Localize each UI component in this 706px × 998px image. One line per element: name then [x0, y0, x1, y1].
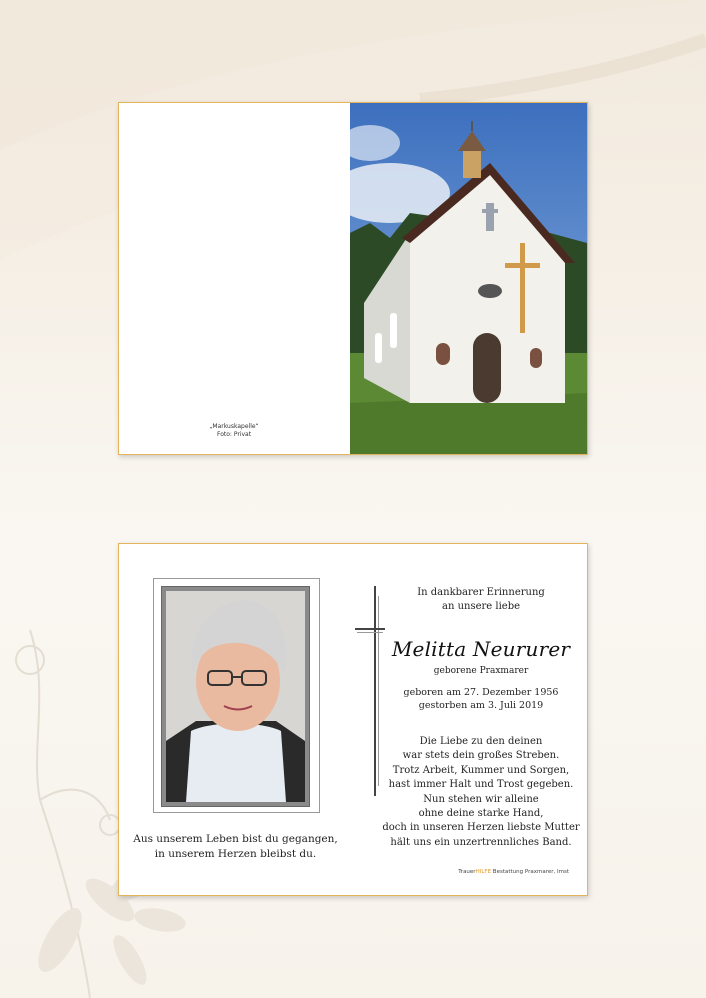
card-front — [118, 102, 588, 455]
poem-line: war stets dein großes Streben. — [402, 750, 560, 762]
death-date: gestorben am 3. Juli 2019 — [418, 700, 544, 711]
life-dates — [381, 686, 581, 712]
funeral-home-credit — [419, 869, 569, 875]
caption-title: „Markuskapelle“ — [209, 423, 259, 430]
quote-line: Aus unserem Leben bist du gegangen, — [133, 833, 338, 845]
poem-line: hält uns ein unzertrennliches Band. — [390, 836, 572, 848]
card-inside — [118, 543, 588, 896]
birth-date: geboren am 27. Dezember 1956 — [403, 687, 559, 698]
poem-line: Die Liebe zu den deinen — [419, 736, 543, 747]
deceased-name: Melitta Neururer — [391, 637, 571, 661]
poem-line: Nun stehen wir alleine — [423, 793, 539, 805]
chapel-photo — [350, 103, 587, 454]
quote-line: in unserem Herzen bleibst du. — [154, 848, 317, 860]
poem-line: doch in unseren Herzen liebste Mutter — [382, 822, 580, 834]
intro-line: In dankbarer Erinnerung — [417, 587, 545, 598]
portrait-photo — [161, 586, 310, 807]
farewell-quote — [133, 832, 338, 862]
intro-line: an unsere liebe — [441, 601, 521, 612]
footer-prefix: Trauer — [458, 869, 476, 875]
poem-line: Trotz Arbeit, Kummer und Sorgen, — [392, 764, 570, 776]
footer-highlight: HILFE — [475, 869, 492, 875]
poem-line: hast immer Halt und Trost gegeben. — [388, 779, 574, 791]
poem — [381, 735, 581, 850]
footer-suffix: Bestattung Praxmarer, Imst — [491, 869, 569, 875]
poem-line: ohne deine starke Hand, — [418, 808, 544, 820]
caption-credit: Foto: Privat — [216, 431, 252, 438]
portrait-image — [166, 591, 305, 802]
maiden-name: geborene Praxmarer — [433, 666, 529, 676]
photo-caption — [179, 423, 289, 439]
intro-text — [381, 586, 581, 614]
portrait-frame — [153, 578, 320, 813]
